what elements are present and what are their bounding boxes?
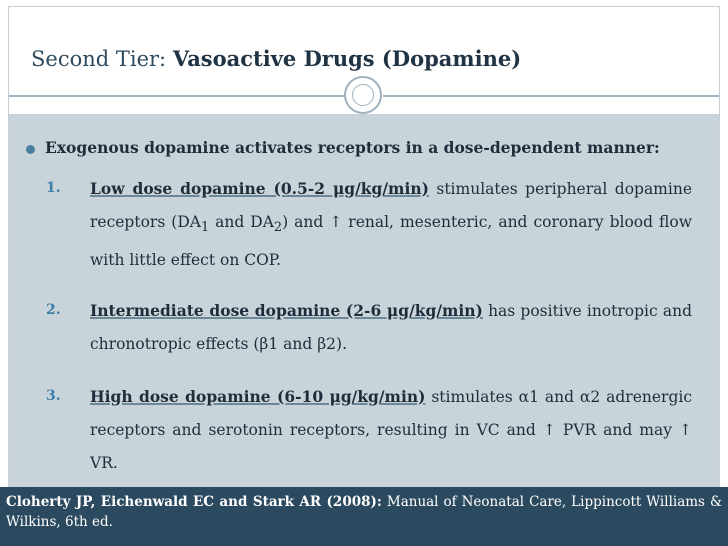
list-item-intermediate-dose [46, 294, 692, 361]
item-text [90, 294, 692, 361]
item-number: 1. [46, 180, 61, 196]
title-highlight: Vasoactive Drugs (Dopamine) [172, 46, 522, 71]
slide-title [31, 46, 521, 71]
bullet-text: Exogenous dopamine activates receptors in a dose-dependent manner: [45, 138, 660, 157]
item-number: 3. [46, 388, 61, 404]
item-text [90, 380, 692, 480]
item-body: has positive inotropic and chronotropic effects (β1 and β2). [90, 302, 692, 353]
citation-source: Manual of Neonatal Care, Lippincott Williams & Wilkins, 6th ed. [6, 494, 722, 530]
divider-left [9, 95, 345, 97]
circle-ornament-icon [344, 76, 382, 114]
item-number: 2. [46, 302, 61, 318]
title-prefix: Second Tier: [31, 47, 167, 71]
inner-circle-icon [352, 84, 374, 106]
citation-footer [0, 487, 728, 546]
list-item-high-dose [46, 380, 692, 480]
item-subscript-1: 1 [200, 220, 210, 236]
citation-authors: Cloherty JP, Eichenwald EC and Stark AR (2008): [6, 494, 382, 510]
list-item-low-dose [46, 172, 692, 277]
item-lead: Intermediate dose dopamine (2-6 μg/kg/min) [90, 301, 483, 320]
bullet-dot-icon [26, 145, 35, 154]
divider-right [383, 95, 719, 97]
item-body-part1: stimulates peripheral dopamine receptors (DA [90, 180, 692, 231]
item-text [90, 172, 692, 277]
item-lead: Low dose dopamine (0.5-2 μg/kg/min) [90, 179, 429, 198]
item-lead: High dose dopamine (6-10 μg/kg/min) [90, 387, 426, 406]
item-subscript-2: 2 [273, 220, 283, 236]
bullet-heading [26, 138, 706, 157]
item-body-part3: ) and ↑ renal, mesenteric, and coronary blood flow with little effect on COP. [90, 213, 692, 270]
item-body: stimulates α1 and α2 adrenergic receptors and serotonin receptors, resulting in VC and ↑ PVR and may ↑ VR. [90, 388, 692, 472]
item-body-part2: and DA [209, 213, 274, 231]
